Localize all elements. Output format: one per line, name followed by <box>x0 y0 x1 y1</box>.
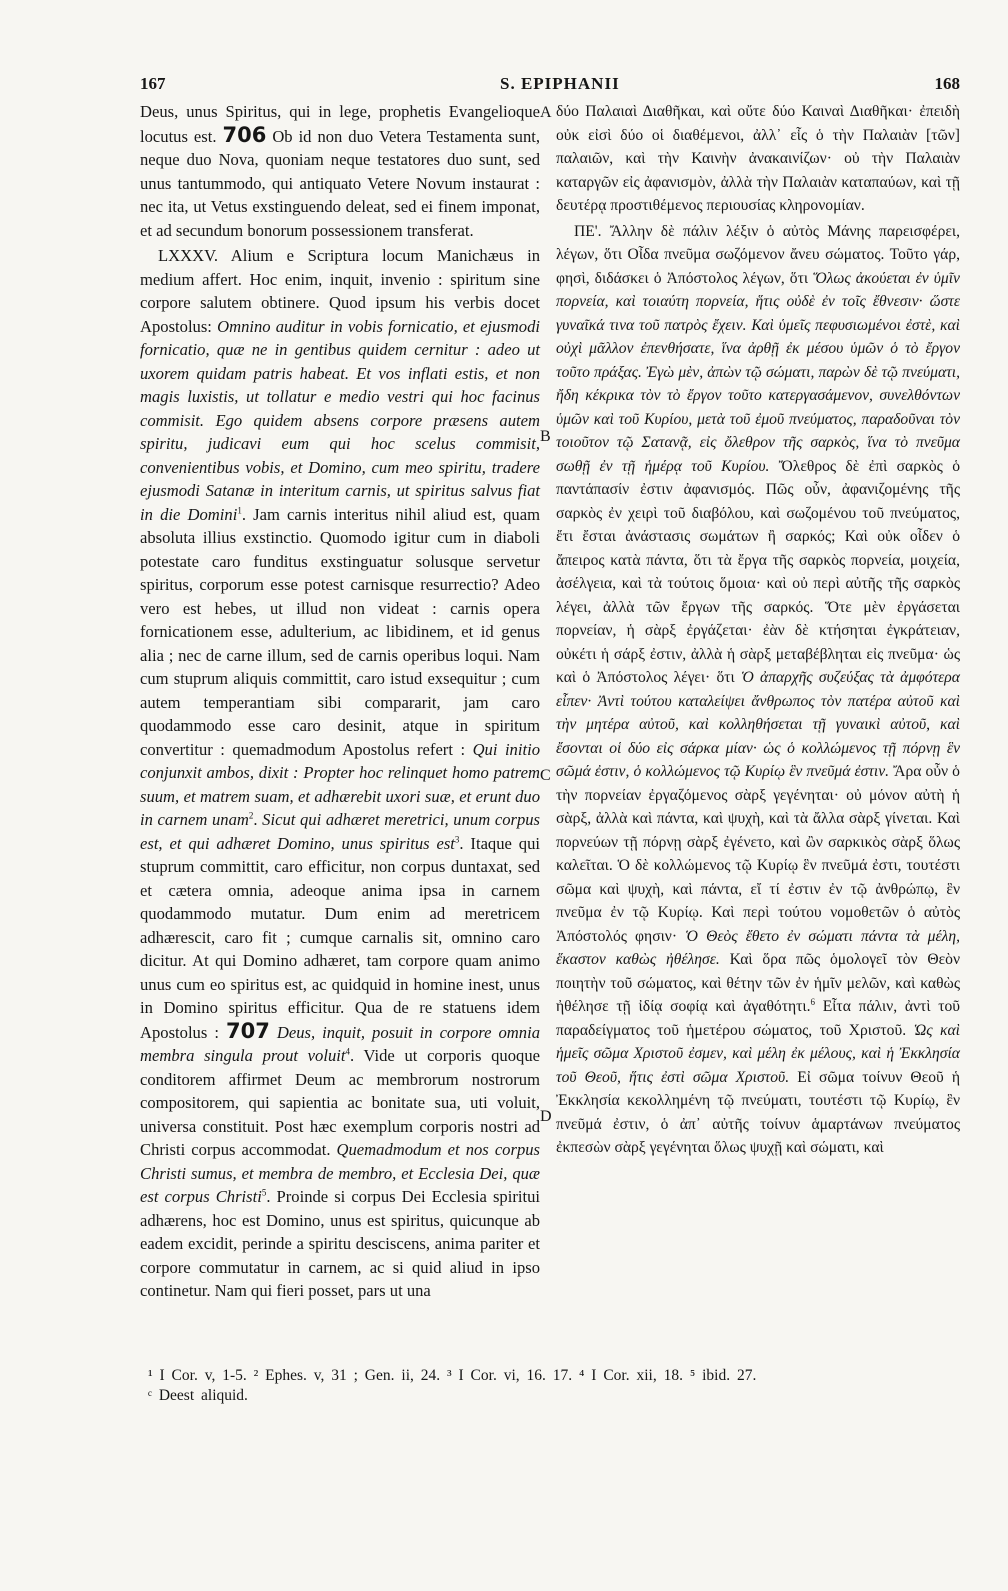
latin-paragraph-2 <box>140 244 540 1303</box>
column-number-707: 707 <box>225 1018 270 1043</box>
footnote-line-2: ᶜ Deest aliquid. <box>148 1387 248 1404</box>
greek-column <box>556 100 960 1160</box>
latin-text: . Proinde si corpus Dei Ecclesia spiritui adhærens, hoc est Domino, unus est spiritus, quicunque ab eadem excidit, perinde a spiritu desciscens, anima pariter et corpore commutatur in carnem, ac si quid aliud in ipso continetur. Nam qui fieri posset, pars ut una <box>140 1187 540 1300</box>
page-number-left: 167 <box>140 74 166 93</box>
greek-paragraph-1: δύο Παλαιαὶ Διαθῆκαι, καὶ οὔτε δύο Καιναὶ Διαθῆκαι· ἐπειδὴ οὐκ εἰσὶ δύο οἱ διαθέμενοι, ἀλλ᾽ εἷς ὁ τὴν Παλαιὰν [τῶν] παλαιῶν, καὶ τὴν Καινὴν ἀνακαινίζων· οὐ τὴν Παλαιὰν καταργῶν εἰς ἀφανισμὸν, ἀλλὰ τὴν Παλαιὰν καταπαύων, καὶ τῇ δευτέρᾳ προστιθέμενος περιουσίας κληρονομίαν. <box>556 103 960 214</box>
latin-column <box>140 100 540 1303</box>
greek-quotation: Ὅλως ἀκούεται ἐν ὑμῖν πορνεία, καὶ τοιαύτη πορνεία, ἥτις οὐδὲ ἐν τοῖς ἔθνεσιν· ὥστε γυναῖκά τινα τοῦ πατρὸς ἔχειν. Καὶ ὑμεῖς πεφυσιωμένοι ἐστὲ, καὶ οὐχὶ μᾶλλον ἐπενθήσατε, ἵνα ἀρθῇ ἐκ μέσου ὑμῶν ὁ τὸ ἔργον τοῦτο πράξας. Ἐγὼ μὲν, ἀπὼν τῷ σώματι, παρὼν δὲ τῷ πνεύματι, ἤδη κέκρικα τὸν τὸ ἔργον τοῦτο κατεργασάμενον, συνελθόντων ὑμῶν καὶ τοῦ Κυρίου, μετὰ τοῦ ἐμοῦ πνεύματος, παραδοῦναι τὸν τοιοῦτον τῷ Σατανᾷ, εἰς ὄλεθρον τῆς σαρκὸς, ἵνα τὸ πνεῦμα σωθῇ ἐν τῇ ἡμέρᾳ τοῦ Κυρίου. <box>556 269 960 475</box>
greek-text: Καὶ ὅρα πῶς ὁμολογεῖ τὸν Θεὸν ποιητὴν τοῦ σώματος, καὶ θέτην τῶν ἐν ἡμῖν μελῶν, καὶ καθὼς ἠθέλησε τῇ ἰδίᾳ σοφίᾳ καὶ ἀγαθότητι. <box>556 951 960 1015</box>
greek-text: Ὄλεθρος δὲ ἐπὶ σαρκὸς ὁ παντάπασίν ἐστιν ἀφανισμός. Πῶς οὖν, ἀφανιζομένης τῆς σαρκὸς ἐν χειρὶ τοῦ διαβόλου, καὶ σωζομένου τοῦ πνεύματος, ἔτι ἔσται ἀνάστασις σωμάτων ἢ σαρκός; Καὶ οὐκ οἶδεν ὁ ἄπειρος κατὰ πάντα, ὅτι τὰ ἔργα τῆς σαρκὸς πορνεία, μοιχεία, ἀσέλγεια, καὶ τὰ τούτοις ὅμοια· καὶ οὐ περὶ αὐτῆς τῆς σαρκὸς λέγει, ἀλλὰ τῶν ἔργων τῆς σαρκός. Ὅτε μὲν ἐργάσεται πορνείαν, ἡ σὰρξ ἐργάζεται· ἐὰν δὲ κτήσηται ἐγκράτειαν, οὐκέτι ἡ σάρξ ἐστιν, ἀλλὰ ἡ σὰρξ μεταβέβληται εἰς πνεῦμα· ὡς καὶ ὁ Ἀπόστολος λέγει· ὅτι <box>556 457 960 686</box>
greek-quotation: Ὡς καὶ ἡμεῖς σῶμα Χριστοῦ ἐσμεν, καὶ μέλη ἐκ μέλους, καὶ ἡ Ἐκκλησία τοῦ Θεοῦ, ἥτις ἐστὶ σῶμα Χριστοῦ. <box>556 1021 961 1086</box>
latin-text: . <box>253 810 263 829</box>
footnote-line-1: ¹ I Cor. v, 1-5. ² Ephes. v, 31 ; Gen. ii, 24. ³ I Cor. vi, 16. 17. ⁴ I Cor. xii, 18. ⁵ ibid. 27. <box>148 1367 757 1384</box>
greek-text: ΠΕ'. Ἄλλην δὲ πάλιν λέξιν ὁ αὐτὸς Μάνης παρεισφέρει, λέγων, ὅτι Οἶδα πνεῦμα σωζόμενον ἄνευ σώματος. Τοῦτο γάρ, φησὶ, διδάσκει ὁ Ἀπόστολος λέγων, ὅτι <box>556 222 960 287</box>
footnotes <box>148 1366 960 1406</box>
latin-quotation: Sicut qui adhæret meretrici, unum corpus est, et qui adhæret Domino, unus spiritus est <box>140 810 541 853</box>
footnote-ref: 4 <box>345 1046 350 1057</box>
running-title: S. EPIPHANII <box>500 74 620 93</box>
greek-text: Εἰ σῶμα τοίνυν Θεοῦ ἡ Ἐκκλησία κεκολλημένη τῷ πνεύματι, τουτέστι τῷ Κυρίῳ, ἓν πνεῦμά ἐστιν, ὁ ἀπ᾽ αὐτῆς τοίνυν ἁμαρτάνων πνεύματος ἐκπεσὼν σὰρξ γεγένηται ὅλως ψυχῇ καὶ σώματι, καὶ <box>556 1068 960 1156</box>
latin-quotation: Qui initio conjunxit ambos, dixit : Propter hoc relinquet homo patrem suum, et matrem suam, et adhærebit uxori suæ, et erunt duo in carnem unam <box>140 739 540 829</box>
margin-marker-a: A <box>540 104 552 121</box>
margin-marker-b: B <box>540 428 551 445</box>
footnote-ref: 2 <box>248 810 254 821</box>
greek-quotation: Ὁ ἀπαρχῆς συζεύξας τὰ ἀμφότερα εἶπεν· Ἀντὶ τούτου καταλείψει ἄνθρωπος τὸν πατέρα αὐτοῦ καὶ τὴν μητέρα αὐτοῦ, καὶ κολληθήσεται τῇ γυναικὶ αὐτοῦ, καὶ ἔσονται οἱ δύο εἰς σάρκα μίαν· ὡς ὁ κολλώμενος τῇ πόρνῃ ἓν σῶμά ἐστιν, ὁ κολλώμενος τῷ Κυρίῳ ἓν πνεῦμά ἐστιν. <box>556 669 960 780</box>
margin-marker-d: D <box>540 1108 552 1125</box>
column-number-706: 706 <box>222 122 267 147</box>
latin-text: . Itaque qui stuprum committit, caro efficitur, non corpus duntaxat, sed et cætera omnia, adeoque anima ipsa in carnem quodammodo mutatur. Dum enim ad meretricem adhærescit, caro fit ; cumque carnalis sit, omnino caro dicitur. At qui Domino adhæret, tam corpore quam animo unus cum eo spiritus est, ac quidquid in homine inest, unus in Domino spiritus efficitur. Qua de re statuens idem Apostolus : <box>140 833 540 1042</box>
greek-paragraph-2 <box>556 220 960 1160</box>
latin-quotation: Omnino auditur in vobis fornicatio, et ejusmodi fornicatio, quæ ne in gentibus quidem cernitur : adeo ut uxorem quidam patris habeat. Et vos inflati estis, et non magis luxistis, ut tollatur e medio vestri qui hoc facinus commisit. Ego quidem absens corpore præsens autem spiritu, judicavi eum qui hoc scelus commisit, convenientibus vobis, et Domino, cum meo spiritu, tradere ejusmodi Satanæ in interitum carnis, ut spiritus salvus fiat in die Domini <box>140 316 540 524</box>
greek-text: Εἶτα πάλιν, ἀντὶ τοῦ παραδείγματος τοῦ ἡμετέρου σώματος, τοῦ Χριστοῦ. <box>556 998 960 1039</box>
footnote-ref: 5 <box>261 1187 267 1198</box>
footnote-ref: 1 <box>237 504 242 515</box>
greek-quotation: Ὁ Θεὸς ἔθετο ἐν σώματι πάντα τὰ μέλη, ἕκαστον καθὼς ἠθέλησε. <box>556 927 960 968</box>
footnote-ref: 6 <box>810 996 815 1007</box>
latin-text: Ob id non duo Vetera Testamenta sunt, neque duo Nova, quoniam neque testatores duo sunt, sed unus tantummodo, qui antiquato Vetere Novum instaurat : nec ita, ut Vetus exstinguendo deleat, sed ei finem imponat, et ad secundum bonorum possessionem transferat. <box>140 126 541 240</box>
margin-marker-c: C <box>540 767 551 784</box>
latin-text: . Vide ut corporis quoque conditorem affirmet Deum ac membrorum nostrorum compositorem, qui sapientia ac bonitate sua, uti voluit, universa constituit. Post hæc exemplum corporis nostri ad Christi corpus accommodat. <box>140 1046 540 1159</box>
footnote-ref: 3 <box>454 833 460 844</box>
latin-text: Deus, unus Spiritus, qui in lege, prophetis Evangelioque locutus est. <box>140 102 540 146</box>
greek-text: Ἄρα οὖν ὁ τὴν πορνείαν ἐργαζόμενος σὰρξ γεγένηται· οὐ μόνον αὐτὴ ἡ σὰρξ, ἀλλὰ καὶ πάντα, καὶ ψυχὴ, καὶ τὰ ἄλλα σὰρξ γίνεται. Καὶ πορνεύων τῇ πόρνῃ σὰρξ ἐγένετο, καὶ ὢν σαρκικὸς σὰρξ ὅλως καλεῖται. Ὁ δὲ κολλώμενος τῷ Κυρίῳ ἓν πνεῦμά ἐστι, τουτέστι σῶμα καὶ ψυχὴ, καὶ πάντα, εἴ τί ἐστιν ἐν τῷ ἀνθρώπῳ, ἓν πνεῦμα ἐν τῷ Κυρίῳ. Καὶ περὶ τούτου νομοθετῶν ὁ αὐτὸς Ἀπόστολός φησιν· <box>556 763 960 945</box>
latin-text: . Jam carnis interitus nihil aliud est, quam absoluta illius exstinctio. Quomodo igitur cum in diaboli potestate caro funditus exstinguatur solusque servetur spiritus, corporum esse potest carnisque resurrectio? Adeo vero est hebes, ut illud non videat : carnis opera fornicationem esse, adulterium, ac libidinem, et id genus alia ; nec de carne illum, sed de carnis operibus loqui. Nam cum stuprum aliquis committit, caro istud exsequitur ; cum autem temperantiam sibi compararit, jam caro quodammodo esse caro desinit, atque in spiritum convertitur : quemadmodum Apostolus refert : <box>140 504 540 759</box>
latin-paragraph-1 <box>140 100 540 242</box>
running-header <box>140 74 960 98</box>
latin-quotation: Quemadmodum et nos corpus Christi sumus, et membra de membro, et Ecclesia Dei, quæ est corpus Christi <box>140 1140 540 1206</box>
page-number-right: 168 <box>934 74 960 93</box>
latin-quotation: Deus, inquit, posuit in corpore omnia membra singula prout voluit <box>140 1022 540 1065</box>
latin-text: LXXXV. Alium e Scriptura locum Manichæus in medium affert. Hoc enim, inquit, invenio : spiritum sine corpore salutem obtinere. Quod ipsum his verbis docet Apostolus: <box>140 246 540 336</box>
